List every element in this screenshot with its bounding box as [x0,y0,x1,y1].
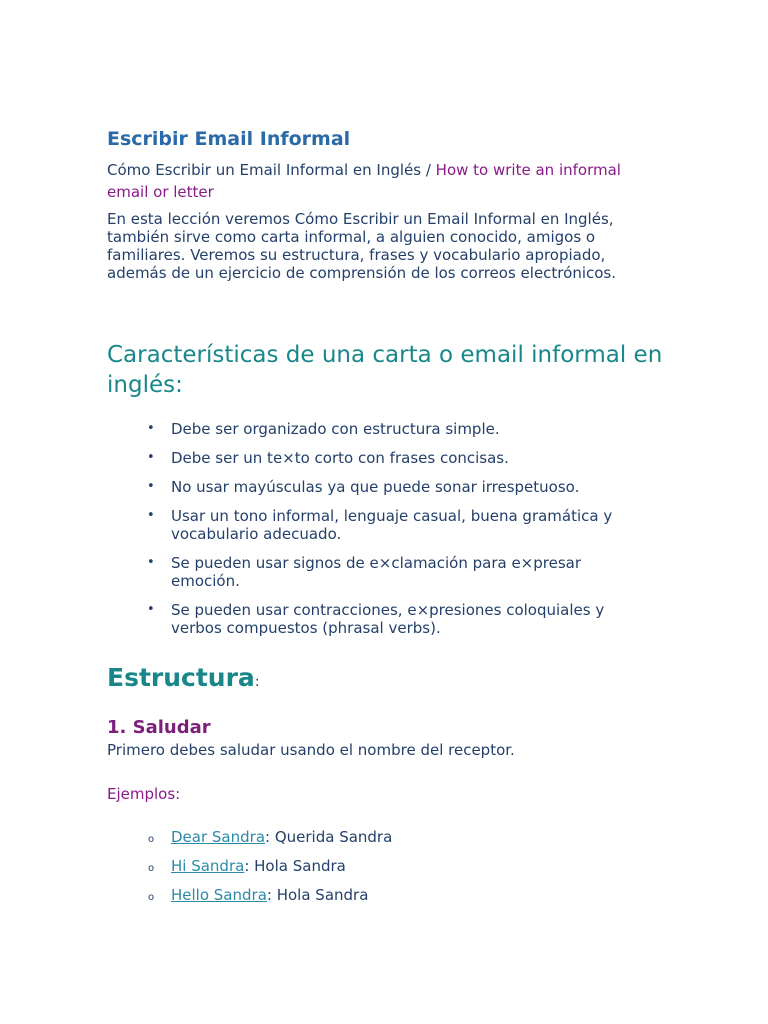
examples-list [147,828,392,915]
page-title: Escribir Email Informal [107,128,351,150]
circle-bullet-icon: o [148,863,155,874]
list-item [147,478,647,496]
example-translation: : Hola Sandra [266,886,369,904]
circle-bullet-icon: o [148,892,155,903]
subtitle-spanish: Cómo Escribir un Email Informal en Inglés / [107,161,436,179]
structure-heading [107,663,260,692]
bullet-icon: • [147,479,155,494]
list-item-text: No usar mayúsculas ya que puede sonar irrespetuoso. [171,478,580,496]
list-item [147,449,647,467]
characteristics-list [147,420,647,648]
subtitle-english: How to write an informal email or letter [107,161,621,201]
bullet-icon: • [147,602,155,617]
structure-heading-colon: : [254,674,260,690]
example-link-dear-sandra[interactable]: Dear Sandra [171,828,266,846]
bullet-icon: • [147,450,155,465]
list-item [147,886,392,904]
section-text-saludar: Primero debes saludar usando el nombre del receptor. [107,741,515,759]
examples-label: Ejemplos: [107,785,181,803]
structure-heading-text: Estructura [107,663,255,692]
example-translation: : Hola Sandra [244,857,346,875]
list-item-text: Usar un tono informal, lenguaje casual, buena gramática y vocabulario adecuado. [171,507,613,543]
example-translation: : Querida Sandra [265,828,393,846]
example-link-hello-sandra[interactable]: Hello Sandra [171,886,267,904]
list-item-text: Debe ser un te×to corto con frases concisas. [171,449,509,467]
section-heading-saludar: 1. Saludar [107,717,211,738]
list-item [147,601,647,637]
bullet-icon: • [147,421,155,436]
example-link-hi-sandra[interactable]: Hi Sandra [171,857,245,875]
list-item-text: Debe ser organizado con estructura simple. [171,420,500,438]
list-item-text: Se pueden usar contracciones, e×presiones coloquiales y verbos compuestos (phrasal verbs). [171,601,605,637]
list-item [147,507,647,543]
list-item-text: Se pueden usar signos de e×clamación para e×presar emoción. [171,554,582,590]
list-item [147,857,392,875]
list-item [147,828,392,846]
subtitle [107,159,652,203]
bullet-icon: • [147,555,155,570]
circle-bullet-icon: o [148,834,155,845]
characteristics-heading: Características de una carta o email informal en inglés: [107,342,663,398]
intro-paragraph: En esta lección veremos Cómo Escribir un Email Informal en Inglés, también sirve como carta informal, a alguien conocido, amigos o familiares. Veremos su estructura, frases y vocabulario apropiado, además de un ejercicio de comprensión de los correos electrónicos. [107,210,616,282]
bullet-icon: • [147,508,155,523]
list-item [147,420,647,438]
list-item [147,554,647,590]
